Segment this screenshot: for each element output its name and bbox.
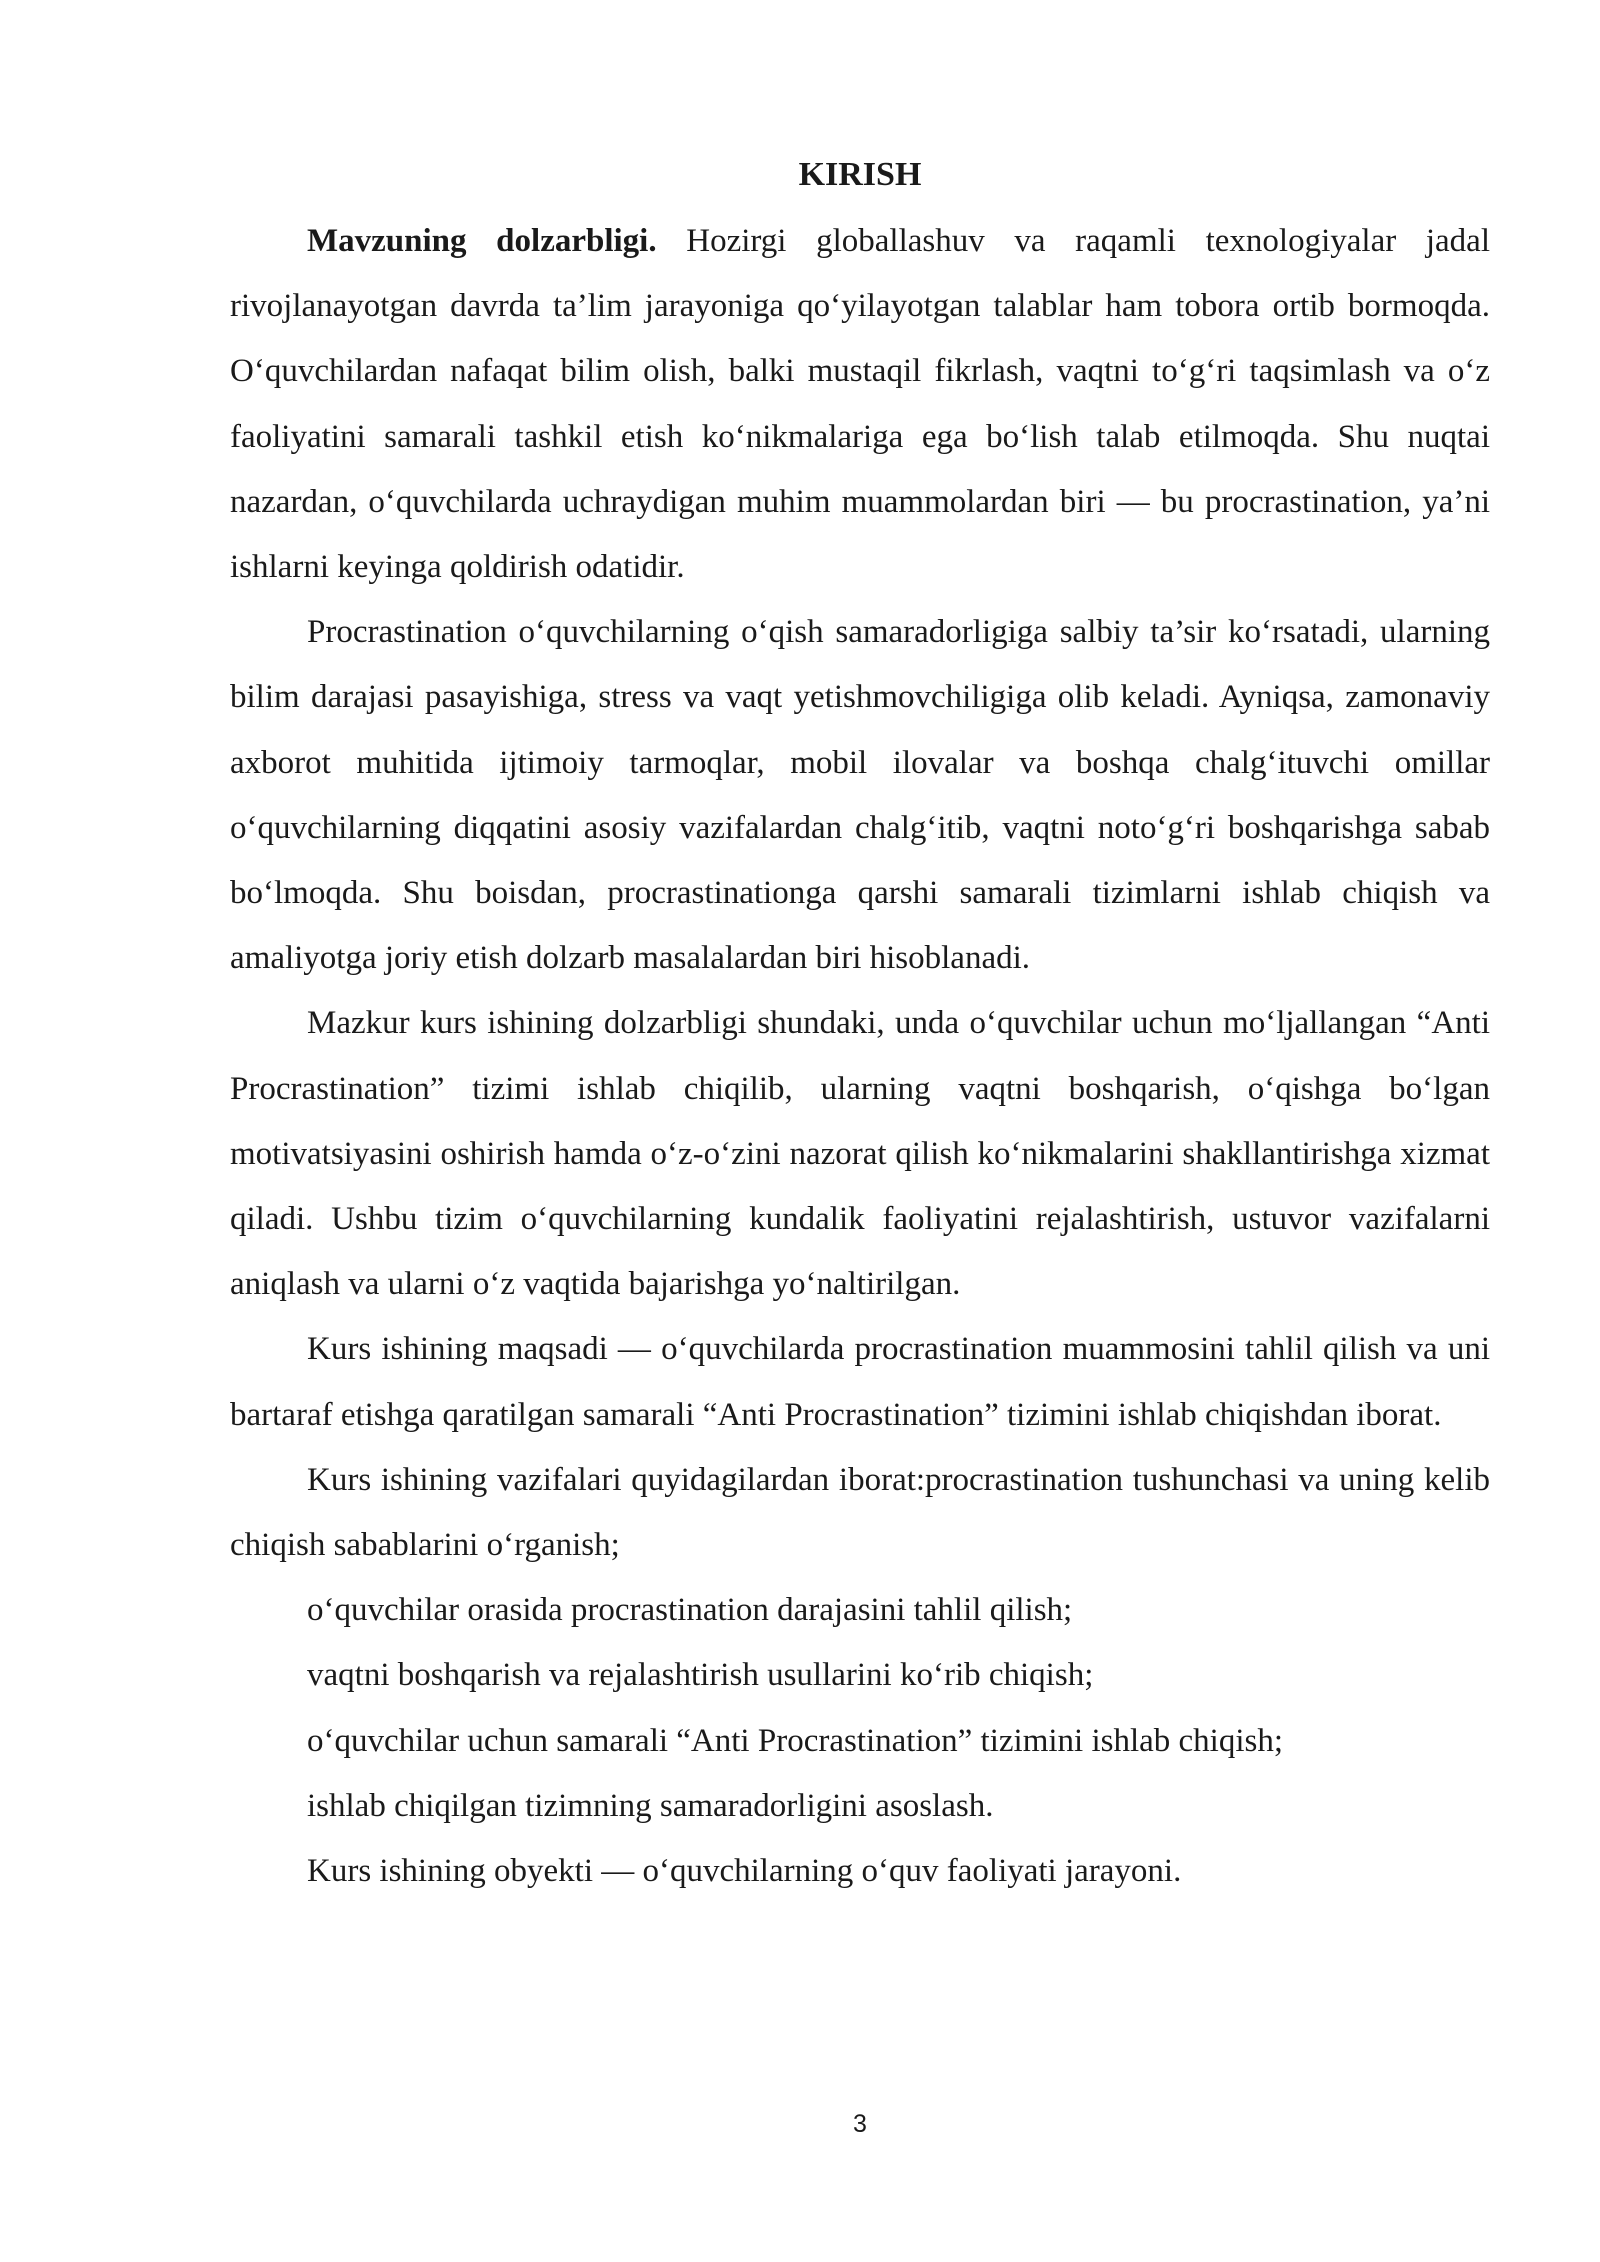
body-text <box>230 209 1490 1904</box>
course-object-line: Kurs ishining obyekti — o‘quvchilarning o‘quv faoliyati jarayoni. <box>307 1853 1182 1890</box>
relevance-text: Hozirgi globallashuv va raqamli texnologiyalar jadal rivojlanayotgan davrda ta’lim jarayoniga qo‘yilayotgan talablar ham tobora ortib bormoqda. O‘quvchilardan nafaqat bilim olish, balki mustaqil fikrlash, vaqtni to‘g‘ri taqsimlash va o‘z faoliyatini samarali tashkil etish ko‘nikmalariga ega bo‘lish talab etilmoqda. Shu nuqtai nazardan, o‘quvchilarda uchraydigan muhim muammolardan biri — bu procrastination, ya’ni ishlarni keyinga qoldirish odatidir. <box>230 223 1490 586</box>
paragraph-relevance <box>230 209 1490 600</box>
paragraph-course-relevance <box>230 991 1490 1317</box>
page-number: 3 <box>853 2110 867 2138</box>
paragraph-course-goal <box>230 1317 1490 1447</box>
course-tasks-text: Kurs ishining vazifalari quyidagilardan iborat:procrastination tushunchasi va uning kelib chiqish sabablarini o‘rganish; <box>230 1461 1490 1564</box>
paragraph-procrastination-effects <box>230 600 1490 991</box>
task-item: o‘quvchilar uchun samarali “Anti Procrastination” tizimini ishlab chiqish; <box>307 1722 1284 1759</box>
task-item: vaqtni boshqarish va rejalashtirish usullarini ko‘rib chiqish; <box>307 1657 1094 1694</box>
course-goal-text: Kurs ishining maqsadi — o‘quvchilarda procrastination muammosini tahlil qilish va uni bartaraf etishga qaratilgan samarali “Anti Procrastination” tizimini ishlab chiqishdan iborat. <box>230 1331 1490 1433</box>
task-item: ishlab chiqilgan tizimning samaradorligini asoslash. <box>307 1787 994 1824</box>
section-heading: KIRISH <box>798 156 922 193</box>
procrastination-effects-text: Procrastination o‘quvchilarning o‘qish samaradorligiga salbiy ta’sir ko‘rsatadi, ularning bilim darajasi pasayishiga, stress va vaqt yetishmovchiligiga olib keladi. Ayniqsa, zamonaviy axborot muhitida ijtimoiy tarmoqlar, mobil ilovalar va boshqa chalg‘ituvchi omillar o‘quvchilarning diqqatini asosiy vazifalardan chalg‘itib, vaqtni noto‘g‘ri boshqarishga sabab bo‘lmoqda. Shu boisdan, procrastinationga qarshi samarali tizimlarni ishlab chiqish va amaliyotga joriy etish dolzarb masalalardan biri hisoblanadi. <box>230 614 1490 977</box>
course-relevance-text: Mazkur kurs ishining dolzarbligi shundaki, unda o‘quvchilar uchun mo‘ljallangan “Anti Procrastination” tizimi ishlab chiqilib, ularning vaqtni boshqarish, o‘qishga bo‘lgan motivatsiyasini oshirish hamda o‘z-o‘zini nazorat qilish ko‘nikmalarini shakllantirishga xizmat qiladi. Ushbu tizim o‘quvchilarning kundalik faoliyatini rejalashtirish, ustuvor vazifalarni aniqlash va ularni o‘z vaqtida bajarishga yo‘naltirilgan. <box>230 1005 1490 1303</box>
relevance-lead: Mavzuning dolzarbligi. <box>307 223 657 259</box>
paragraph-course-tasks <box>230 1448 1490 1578</box>
task-item: o‘quvchilar orasida procrastination darajasini tahlil qilish; <box>307 1592 1073 1629</box>
